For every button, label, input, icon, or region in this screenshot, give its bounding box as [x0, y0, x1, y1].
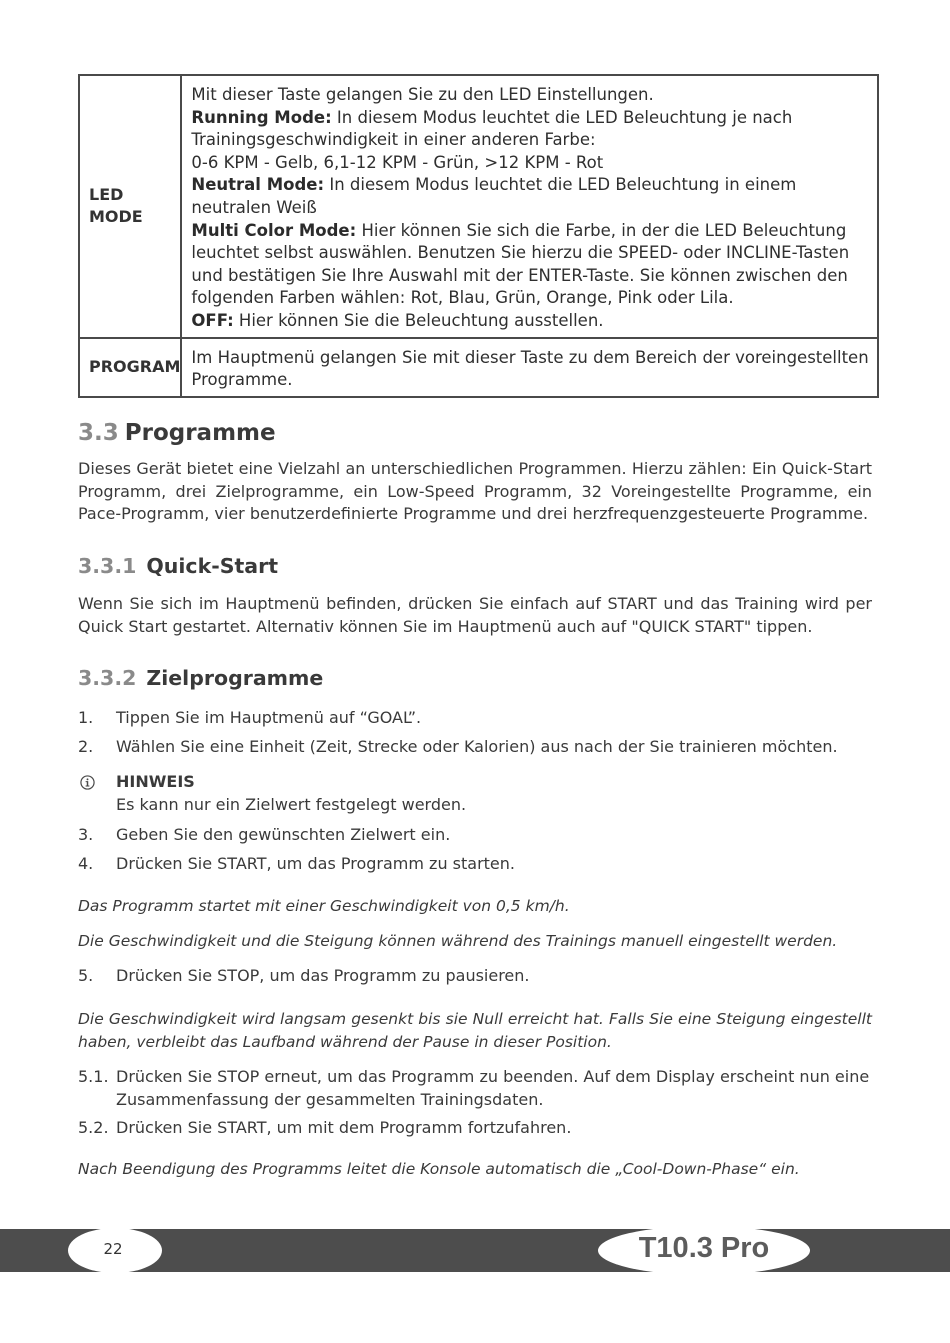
- subsection-heading-quickstart: 3.3.1 Quick-Start: [78, 554, 279, 578]
- row-label: LED MODE: [79, 75, 181, 338]
- info-icon: [80, 775, 95, 790]
- note-text: Es kann nur ein Zielwert festgelegt werden.: [116, 795, 467, 814]
- settings-table: [78, 74, 879, 398]
- italic-note: Nach Beendigung des Programms leitet die Konsole automatisch die „Cool-Down-Phase“ ein.: [78, 1160, 800, 1178]
- subsection-heading-goal: 3.3.2 Zielprogramme: [78, 666, 324, 690]
- row-description: Im Hauptmenü gelangen Sie mit dieser Taste zu dem Bereich der voreingestellten Programme.: [181, 338, 877, 397]
- quickstart-text: Wenn Sie sich im Hauptmenü befinden, drücken Sie einfach auf START und das Training wird per Quick Start gestartet. Alternativ können Sie im Hauptmenü auch auf "QUICK START" tippen.: [78, 594, 872, 636]
- section-heading: 3.3 Programme: [78, 420, 276, 446]
- row-description: Mit dieser Taste gelangen Sie zu den LED Einstellungen. Running Mode: In diesem Modus leuchtet die LED Beleuchtung je nach Trainingsgeschwindigkeit in einer anderen Farbe: 0-6 KPM - Gelb, 6,1-12 KPM - Grün, >12 KPM - Rot Neutral Mode: In diesem Modus leuchtet die LED Beleuchtung in einem neutralen Weiß Multi Color Mode: Hier können Sie sich die Farbe, in der die LED Beleuchtung leuchtet selbst auswählen. Benutzen Sie hierzu die SPEED- oder INCLINE-Tasten und bestätigen Sie Ihre Auswahl mit der ENTER-Taste. Sie können zwischen den folgenden Farben wählen: Rot, Blau, Grün, Orange, Pink oder Lila. OFF: Hier können Sie die Beleuchtung ausstellen.: [181, 75, 877, 338]
- italic-note: Die Geschwindigkeit und die Steigung können während des Trainings manuell eingestellt werden.: [78, 932, 838, 950]
- row-label: PROGRAM: [79, 338, 181, 397]
- note-title: HINWEIS: [116, 772, 195, 791]
- brand-logo: T10.3 Pro: [638, 1232, 770, 1264]
- section-intro: Dieses Gerät bietet eine Vielzahl an unterschiedlichen Programmen. Hierzu zählen: Ein Quick-Start Programm, drei Zielprogramme, ein Low-Speed Programm, 32 Voreingestellte Programme, ein Pace-Programm, vier benutzerdefinierte Programme und drei herzfrequenzgesteuerte Programme.: [78, 459, 872, 524]
- page-number: 22: [103, 1240, 123, 1258]
- table-row: [79, 338, 878, 397]
- italic-note: Das Programm startet mit einer Geschwindigkeit von 0,5 km/h.: [78, 897, 570, 915]
- italic-note: Die Geschwindigkeit wird langsam gesenkt bis sie Null erreicht hat. Falls Sie eine Steigung eingestellt haben, verbleibt das Laufband während der Pause in dieser Position.: [78, 1010, 872, 1051]
- table-row: [79, 75, 878, 338]
